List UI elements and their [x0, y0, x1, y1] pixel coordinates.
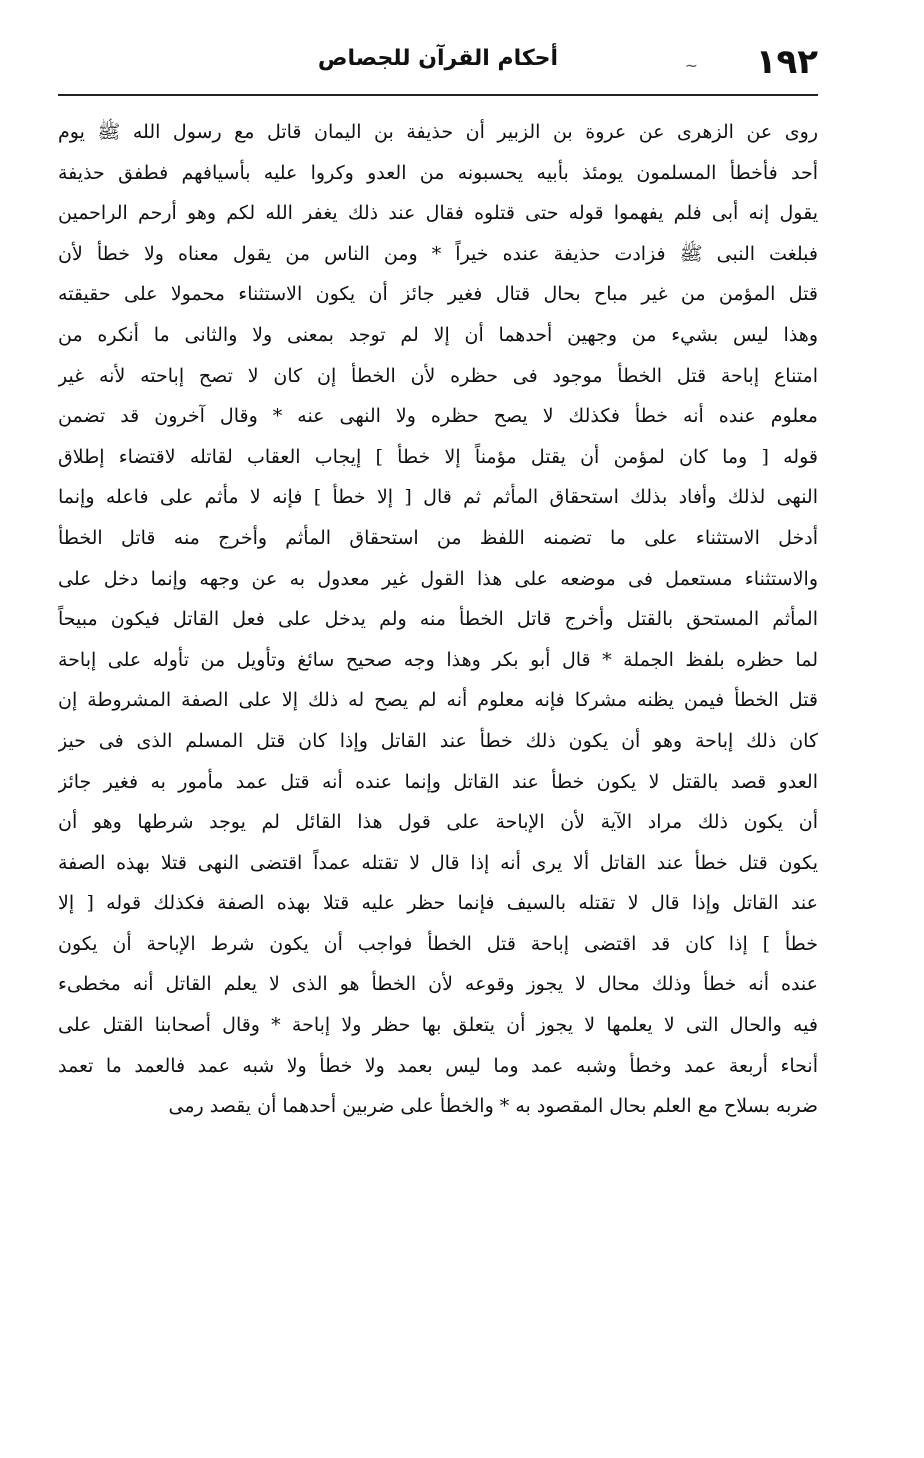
page-number: ١٩٢ — [755, 42, 818, 82]
text-line: فيه والحال التى لا يعلمها لا يجوز أن يتعلق بها حظر ولا إباحة * وقال أصحابنا القتل على — [58, 1014, 818, 1037]
running-title: أحكام القرآن للجصاص — [317, 46, 559, 71]
text-line: كان ذلك إباحة وهو أن يكون ذلك خطأ عند القاتل وإذا كان قتل المسلم الذى فى حيز — [58, 729, 818, 752]
text-line: قتل الخطأ فيمن يظنه مشركا فإنه معلوم أنه لم يصح له ذلك إلا على الصفة المشروطة إن — [58, 689, 818, 712]
text-line: والاستثناء مستعمل فى موضعه على هذا القول غير معدول به عن وجهه وإنما دخل على — [58, 567, 818, 590]
text-line: المأثم المستحق بالقتل وأخرج قاتل الخطأ منه ولم يدخل على فعل القاتل فيكون مبيحاً — [58, 608, 818, 631]
text-line: قوله [ وما كان لمؤمن أن يقتل مؤمناً إلا خطأ ] إيجاب العقاب لقاتله لاقتضاء إطلاق — [58, 445, 818, 468]
text-line: أدخل الاستثناء على ما تضمنه اللفظ من استحقاق المأثم وأخرج منه قاتل الخطأ — [58, 526, 818, 549]
text-line: قتل المؤمن من غير مباح بحال قتال فغير جائز أن يكون الاستثناء محمولا على حقيقته — [58, 283, 818, 306]
text-line: أحد فأخطأ المسلمون يومئذ بأبيه يحسبونه من العدو وكروا عليه بأسيافهم فطفق حذيفة — [58, 161, 818, 184]
text-line: يكون قتل خطأ عند القاتل ألا يرى أنه إذا قال لا تقتله عمداً اقتضى النهى قتلا بهذه الصفة — [58, 851, 818, 874]
text-line: عنده أنه خطأ وذلك محال لا يجوز وقوعه لأن الخطأ هو الذى لا يعلم القاتل أنه مخطىء — [58, 973, 818, 996]
text-line: خطأ ] إذا كان قد اقتضى إباحة قتل الخطأ فواجب أن يكون شرط الإباحة أن يكون — [58, 932, 818, 955]
text-line: فبلغت النبى ﷺ فزادت حذيفة عنده خيراً * ومن الناس من يقول معناه ولا خطأ لأن — [58, 242, 818, 265]
text-line: روى عن الزهرى عن عروة بن الزبير أن حذيفة بن اليمان قاتل مع رسول الله ﷺ يوم — [58, 121, 818, 143]
page-header — [58, 36, 818, 94]
text-line: يقول إنه أبى فلم يفهموا قوله حتى قتلوه فقال عند ذلك يغفر الله لكم وهو أرحم الراحمين — [58, 202, 818, 225]
text-line: عند القاتل وإذا قال لا تقتله بالسيف فإنما حظر عليه قتلا بهذه الصفة فكذلك قوله [ إلا — [58, 892, 818, 915]
text-line: وهذا ليس بشيء من وجهين أحدهما أن إلا لم توجد بمعنى ولا والثانى ما أنكره من — [58, 323, 818, 346]
text-line: امتناع إباحة قتل الخطأ موجود فى حظره لأن الخطأ إن كان لا تصح إباحته لأنه غير — [58, 364, 818, 387]
text-line: ضربه بسلاح مع العلم بحال المقصود به * والخطأ على ضربين أحدهما أن يقصد رمى — [168, 1095, 818, 1118]
text-line: العدو قصد بالقتل لا يكون خطأ عند القاتل وإنما عنده أنه قتل عمد مأمور به فغير جائز — [58, 770, 818, 793]
text-line: أنحاء أربعة عمد وخطأ وشبه عمد وما ليس بعمد ولا خطأ ولا شبه عمد فالعمد ما تعمد — [58, 1054, 818, 1077]
header-ornament: ~ — [684, 56, 698, 75]
text-line: أن يكون ذلك مراد الآية لأن الإباحة على قول هذا القائل لم يوجد شرطها وهو أن — [58, 811, 818, 834]
text-line: لما حظره بلفظ الجملة * قال أبو بكر وهذا وجه صحيح سائغ وتأويل من تأوله على إباحة — [58, 648, 818, 671]
body-text — [58, 112, 818, 1127]
text-line: معلوم عنده أنه خطأ فكذلك لا يصح حظره ولا النهى عنه * وقال آخرون قد تضمن — [58, 405, 818, 428]
header-divider — [58, 94, 818, 96]
text-line: النهى لذلك وأفاد بذلك استحقاق المأثم ثم قال [ إلا خطأ ] فإنه لا مأثم على فاعله وإنما — [58, 486, 818, 509]
